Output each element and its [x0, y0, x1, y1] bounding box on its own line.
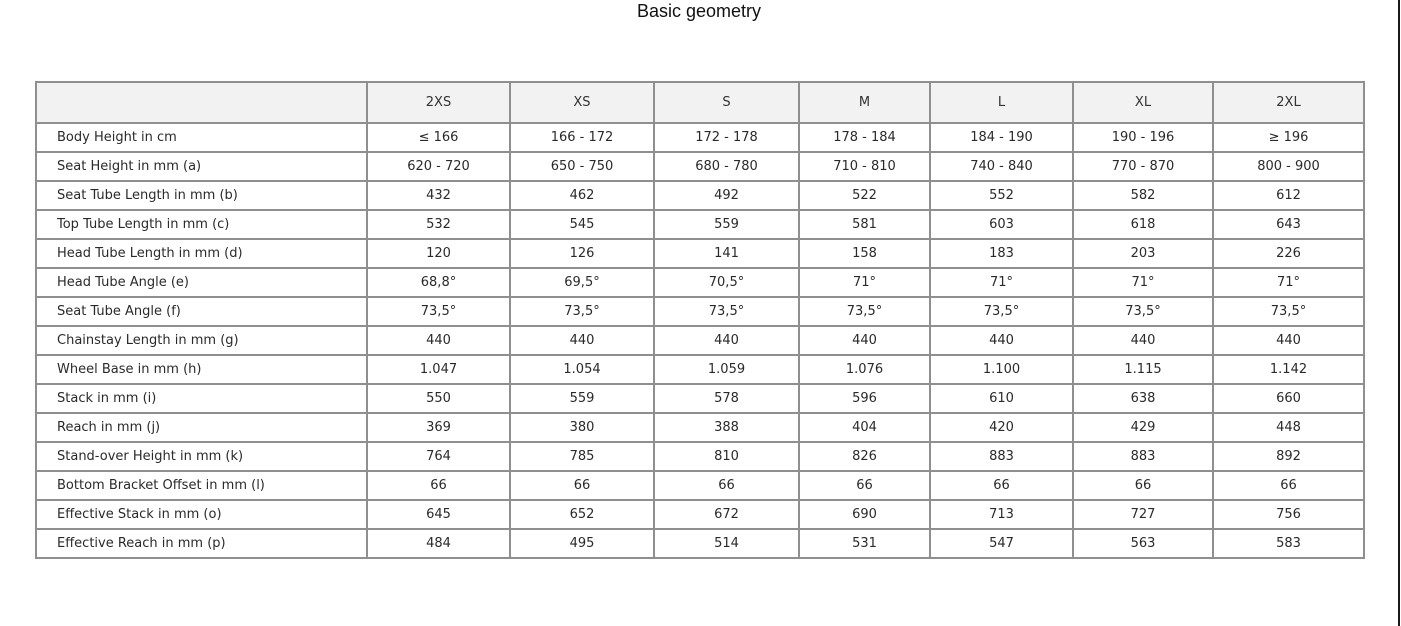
table-cell: 158 [799, 239, 930, 268]
table-cell: 713 [930, 500, 1073, 529]
table-cell: 1.115 [1073, 355, 1213, 384]
size-header: S [654, 82, 799, 123]
table-row [36, 210, 1364, 239]
size-header: 2XL [1213, 82, 1364, 123]
table-row [36, 442, 1364, 471]
size-header: 2XS [367, 82, 510, 123]
table-cell: 764 [367, 442, 510, 471]
table-cell: 369 [367, 413, 510, 442]
table-cell: 800 - 900 [1213, 152, 1364, 181]
table-row [36, 529, 1364, 558]
row-label: Stand-over Height in mm (k) [36, 442, 367, 471]
row-label: Body Height in cm [36, 123, 367, 152]
table-cell: 462 [510, 181, 654, 210]
size-header: XL [1073, 82, 1213, 123]
table-cell: 440 [1073, 326, 1213, 355]
table-cell: 73,5° [799, 297, 930, 326]
table-cell: 550 [367, 384, 510, 413]
table-cell: 1.059 [654, 355, 799, 384]
table-cell: 612 [1213, 181, 1364, 210]
table-row [36, 413, 1364, 442]
table-cell: 756 [1213, 500, 1364, 529]
table-cell: 73,5° [367, 297, 510, 326]
table-cell: ≤ 166 [367, 123, 510, 152]
table-cell: 183 [930, 239, 1073, 268]
row-label: Stack in mm (i) [36, 384, 367, 413]
table-cell: 484 [367, 529, 510, 558]
table-row [36, 384, 1364, 413]
table-cell: 785 [510, 442, 654, 471]
row-label: Top Tube Length in mm (c) [36, 210, 367, 239]
table-cell: 495 [510, 529, 654, 558]
table-cell: 440 [799, 326, 930, 355]
table-cell: 440 [367, 326, 510, 355]
table-cell: 740 - 840 [930, 152, 1073, 181]
table-cell: 559 [510, 384, 654, 413]
table-cell: 420 [930, 413, 1073, 442]
row-label: Head Tube Angle (e) [36, 268, 367, 297]
table-cell: 883 [1073, 442, 1213, 471]
table-row [36, 268, 1364, 297]
table-cell: 552 [930, 181, 1073, 210]
right-border-rule [1398, 0, 1400, 626]
table-cell: 596 [799, 384, 930, 413]
table-cell: 432 [367, 181, 510, 210]
table-cell: 69,5° [510, 268, 654, 297]
table-cell: 71° [930, 268, 1073, 297]
table-cell: 190 - 196 [1073, 123, 1213, 152]
table-cell: 440 [1213, 326, 1364, 355]
table-row [36, 152, 1364, 181]
table-row [36, 326, 1364, 355]
table-cell: 226 [1213, 239, 1364, 268]
table-cell: 126 [510, 239, 654, 268]
table-cell: 563 [1073, 529, 1213, 558]
table-row [36, 355, 1364, 384]
table-cell: 380 [510, 413, 654, 442]
table-row [36, 239, 1364, 268]
table-cell: 1.076 [799, 355, 930, 384]
table-cell: 448 [1213, 413, 1364, 442]
table-row [36, 123, 1364, 152]
row-label: Head Tube Length in mm (d) [36, 239, 367, 268]
row-label: Seat Height in mm (a) [36, 152, 367, 181]
table-cell: 892 [1213, 442, 1364, 471]
table-cell: 66 [1073, 471, 1213, 500]
table-cell: 388 [654, 413, 799, 442]
table-cell: 660 [1213, 384, 1364, 413]
table-cell: 581 [799, 210, 930, 239]
header-row [36, 82, 1364, 123]
row-label: Wheel Base in mm (h) [36, 355, 367, 384]
table-cell: 73,5° [654, 297, 799, 326]
table-cell: 66 [799, 471, 930, 500]
table-cell: 141 [654, 239, 799, 268]
table-cell: 710 - 810 [799, 152, 930, 181]
table-cell: 582 [1073, 181, 1213, 210]
table-cell: 73,5° [1213, 297, 1364, 326]
table-cell: 66 [930, 471, 1073, 500]
table-cell: 1.054 [510, 355, 654, 384]
table-cell: 645 [367, 500, 510, 529]
row-label: Bottom Bracket Offset in mm (l) [36, 471, 367, 500]
table-cell: 638 [1073, 384, 1213, 413]
table-cell: 545 [510, 210, 654, 239]
table-cell: 1.100 [930, 355, 1073, 384]
table-cell: 727 [1073, 500, 1213, 529]
table-cell: 620 - 720 [367, 152, 510, 181]
table-cell: 583 [1213, 529, 1364, 558]
table-cell: 404 [799, 413, 930, 442]
table-cell: 810 [654, 442, 799, 471]
table-cell: 826 [799, 442, 930, 471]
table-cell: 522 [799, 181, 930, 210]
table-cell: 559 [654, 210, 799, 239]
table-row [36, 500, 1364, 529]
table-cell: 643 [1213, 210, 1364, 239]
table-row [36, 297, 1364, 326]
table-cell: 68,8° [367, 268, 510, 297]
table-cell: 1.047 [367, 355, 510, 384]
table-row [36, 181, 1364, 210]
table-cell: 172 - 178 [654, 123, 799, 152]
table-cell: 440 [510, 326, 654, 355]
table-cell: 578 [654, 384, 799, 413]
table-cell: 883 [930, 442, 1073, 471]
table-cell: 429 [1073, 413, 1213, 442]
table-cell: 66 [654, 471, 799, 500]
table-cell: 73,5° [930, 297, 1073, 326]
table-cell: 680 - 780 [654, 152, 799, 181]
table-cell: 531 [799, 529, 930, 558]
table-cell: 66 [1213, 471, 1364, 500]
table-cell: 120 [367, 239, 510, 268]
table-cell: 672 [654, 500, 799, 529]
page-title: Basic geometry [636, 1, 762, 21]
size-header: XS [510, 82, 654, 123]
geometry-table [35, 81, 1365, 559]
table-cell: 440 [654, 326, 799, 355]
table-cell: 690 [799, 500, 930, 529]
table-cell: 492 [654, 181, 799, 210]
table-cell: 71° [799, 268, 930, 297]
table-cell: 71° [1213, 268, 1364, 297]
table-cell: 66 [367, 471, 510, 500]
row-label: Effective Stack in mm (o) [36, 500, 367, 529]
table-cell: 650 - 750 [510, 152, 654, 181]
table-cell: 1.142 [1213, 355, 1364, 384]
table-cell: 73,5° [1073, 297, 1213, 326]
table-cell: 184 - 190 [930, 123, 1073, 152]
table-cell: 73,5° [510, 297, 654, 326]
table-cell: 166 - 172 [510, 123, 654, 152]
table-cell: 603 [930, 210, 1073, 239]
table-cell: 532 [367, 210, 510, 239]
table-cell: 71° [1073, 268, 1213, 297]
table-cell: 70,5° [654, 268, 799, 297]
row-label: Effective Reach in mm (p) [36, 529, 367, 558]
header-corner-cell [36, 82, 367, 123]
size-header: L [930, 82, 1073, 123]
table-cell: 66 [510, 471, 654, 500]
table-cell: 203 [1073, 239, 1213, 268]
row-label: Seat Tube Angle (f) [36, 297, 367, 326]
table-cell: 178 - 184 [799, 123, 930, 152]
table-row [36, 471, 1364, 500]
table-cell: 547 [930, 529, 1073, 558]
table-cell: 770 - 870 [1073, 152, 1213, 181]
table-cell: 514 [654, 529, 799, 558]
table-cell: 440 [930, 326, 1073, 355]
table-cell: 652 [510, 500, 654, 529]
size-header: M [799, 82, 930, 123]
row-label: Chainstay Length in mm (g) [36, 326, 367, 355]
row-label: Seat Tube Length in mm (b) [36, 181, 367, 210]
row-label: Reach in mm (j) [36, 413, 367, 442]
table-cell: 618 [1073, 210, 1213, 239]
table-cell: 610 [930, 384, 1073, 413]
table-cell: ≥ 196 [1213, 123, 1364, 152]
